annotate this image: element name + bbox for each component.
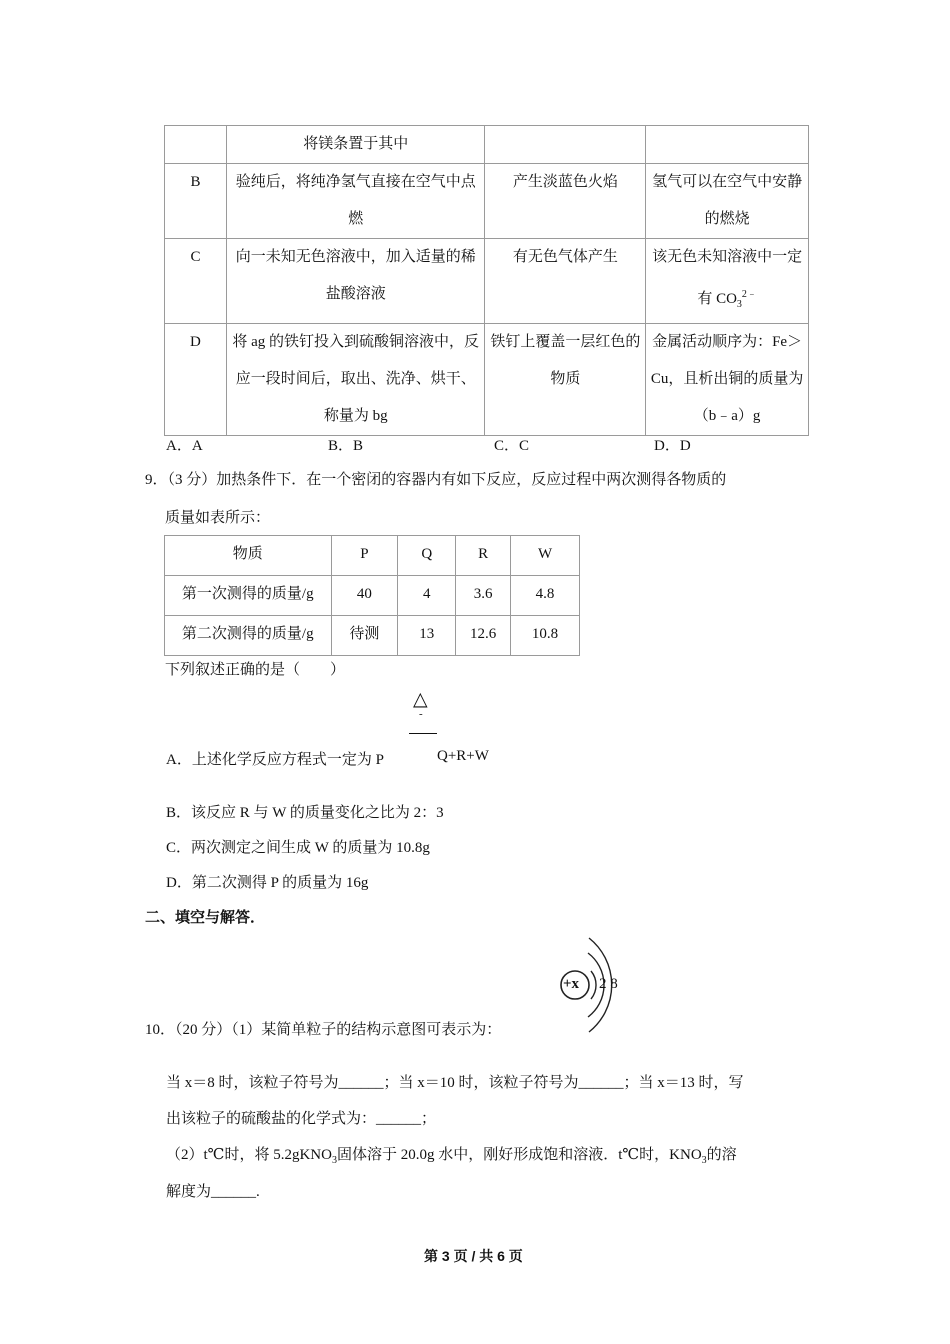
operation-cell: 将 ag 的铁钉投入到硫酸铜溶液中，反应一段时间后，取出、洗净、烘干、称量为 bg [226, 324, 485, 436]
option-d: D．D [654, 438, 691, 454]
table-cell: 13 [398, 616, 456, 656]
option-a: A．A [166, 438, 203, 454]
table-cell: 40 [331, 576, 398, 616]
table-row [165, 324, 809, 436]
header-cell: R [456, 536, 511, 576]
table-cell: 4.8 [511, 576, 580, 616]
table-cell: 第二次测得的质量/g [165, 616, 332, 656]
table-row [165, 616, 580, 656]
atom-structure-diagram [555, 935, 635, 1035]
operation-cell: 验纯后，将纯净氢气直接在空气中点燃 [226, 164, 485, 239]
table-header-row [165, 536, 580, 576]
q9-option-c: C．两次测定之间生成 W 的质量为 10.8g [166, 840, 430, 856]
row-label: B [165, 164, 227, 239]
table-row [165, 576, 580, 616]
row-label: D [165, 324, 227, 436]
q10-line3-part1: （2）t℃时，将 5.2gKNO [166, 1147, 332, 1163]
q9-stem-line2: 质量如表所示： [165, 510, 271, 526]
phenomenon-cell: 产生淡蓝色火焰 [485, 164, 646, 239]
table-cell: 4 [398, 576, 456, 616]
conclusion-cell: 金属活动顺序为：Fe＞Cu，且析出铜的质量为（b﹣a）g [646, 324, 809, 436]
table-cell: 3.6 [456, 576, 511, 616]
table-cell: 待测 [331, 616, 398, 656]
q10-line1: 当 x＝8 时，该粒子符号为______；当 x＝10 时，该粒子符号为______；当 x＝13 时，写 [166, 1075, 744, 1091]
conclusion-cell [646, 239, 809, 324]
operation-cell: 向一未知无色溶液中，加入适量的稀盐酸溶液 [226, 239, 485, 324]
subscript: 3 [701, 1155, 707, 1166]
phenomenon-cell: 有无色气体产生 [485, 239, 646, 324]
conclusion-cell [646, 126, 809, 164]
q10-line3-part2: 固体溶于 20.0g 水中，刚好形成饱和溶液．t℃时，KNO [336, 1147, 702, 1163]
header-cell: 物质 [165, 536, 332, 576]
mass-table [164, 535, 580, 656]
table-row [165, 164, 809, 239]
q9-stem-line1: 9．（3 分）加热条件下．在一个密闭的容器内有如下反应，反应过程中两次测得各物质的 [145, 472, 727, 488]
q9-option-a-right: Q+R+W [437, 748, 489, 764]
triangle-symbol: △ [413, 689, 428, 710]
shell-electrons: 2 8 [599, 976, 618, 992]
q10-line2: 出该粒子的硫酸盐的化学式为：______； [166, 1111, 437, 1127]
q10-line3 [166, 1143, 737, 1166]
header-cell: W [511, 536, 580, 576]
conclusion-cell: 氢气可以在空气中安静的燃烧 [646, 164, 809, 239]
q9-option-d: D．第二次测得 P 的质量为 16g [166, 875, 369, 891]
table-cell: 12.6 [456, 616, 511, 656]
table-row [165, 126, 809, 164]
table-cell: 10.8 [511, 616, 580, 656]
row-label: C [165, 239, 227, 324]
experiment-table [164, 125, 809, 436]
nucleus-label: +x [563, 976, 580, 992]
page-footer: 第 3 页 / 共 6 页 [424, 1248, 523, 1264]
row-label [165, 126, 227, 164]
q10-line3-part3: 的溶 [706, 1147, 737, 1163]
subscript: 3 [331, 1155, 337, 1166]
operation-cell: 将镁条置于其中 [226, 126, 485, 164]
phenomenon-cell: 铁钉上覆盖一层红色的物质 [485, 324, 646, 436]
superscript: 2﹣ [741, 289, 757, 300]
conclusion-text: 该无色未知溶液中一定有 CO [652, 249, 803, 307]
q9-option-b: B．该反应 R 与 W 的质量变化之比为 2：3 [166, 805, 444, 821]
option-c: C．C [494, 438, 530, 454]
header-cell: Q [398, 536, 456, 576]
header-cell: P [331, 536, 398, 576]
reaction-arrow-line [409, 733, 437, 734]
inner-shell-arc [591, 971, 596, 999]
q10-stem: 10．（20 分）（1）某简单粒子的结构示意图可表示为： [145, 1022, 502, 1038]
table-row [165, 239, 809, 324]
condition-dash: - [419, 708, 423, 720]
q9-prompt: 下列叙述正确的是（ ） [165, 662, 346, 678]
phenomenon-cell [485, 126, 646, 164]
table-cell: 第一次测得的质量/g [165, 576, 332, 616]
section-title: 二、填空与解答． [145, 910, 266, 926]
q9-option-a-left: A．上述化学反应方程式一定为 P [166, 752, 384, 768]
subscript: 3 [736, 299, 742, 310]
q10-line4: 解度为______. [166, 1184, 260, 1200]
option-b: B．B [328, 438, 364, 454]
